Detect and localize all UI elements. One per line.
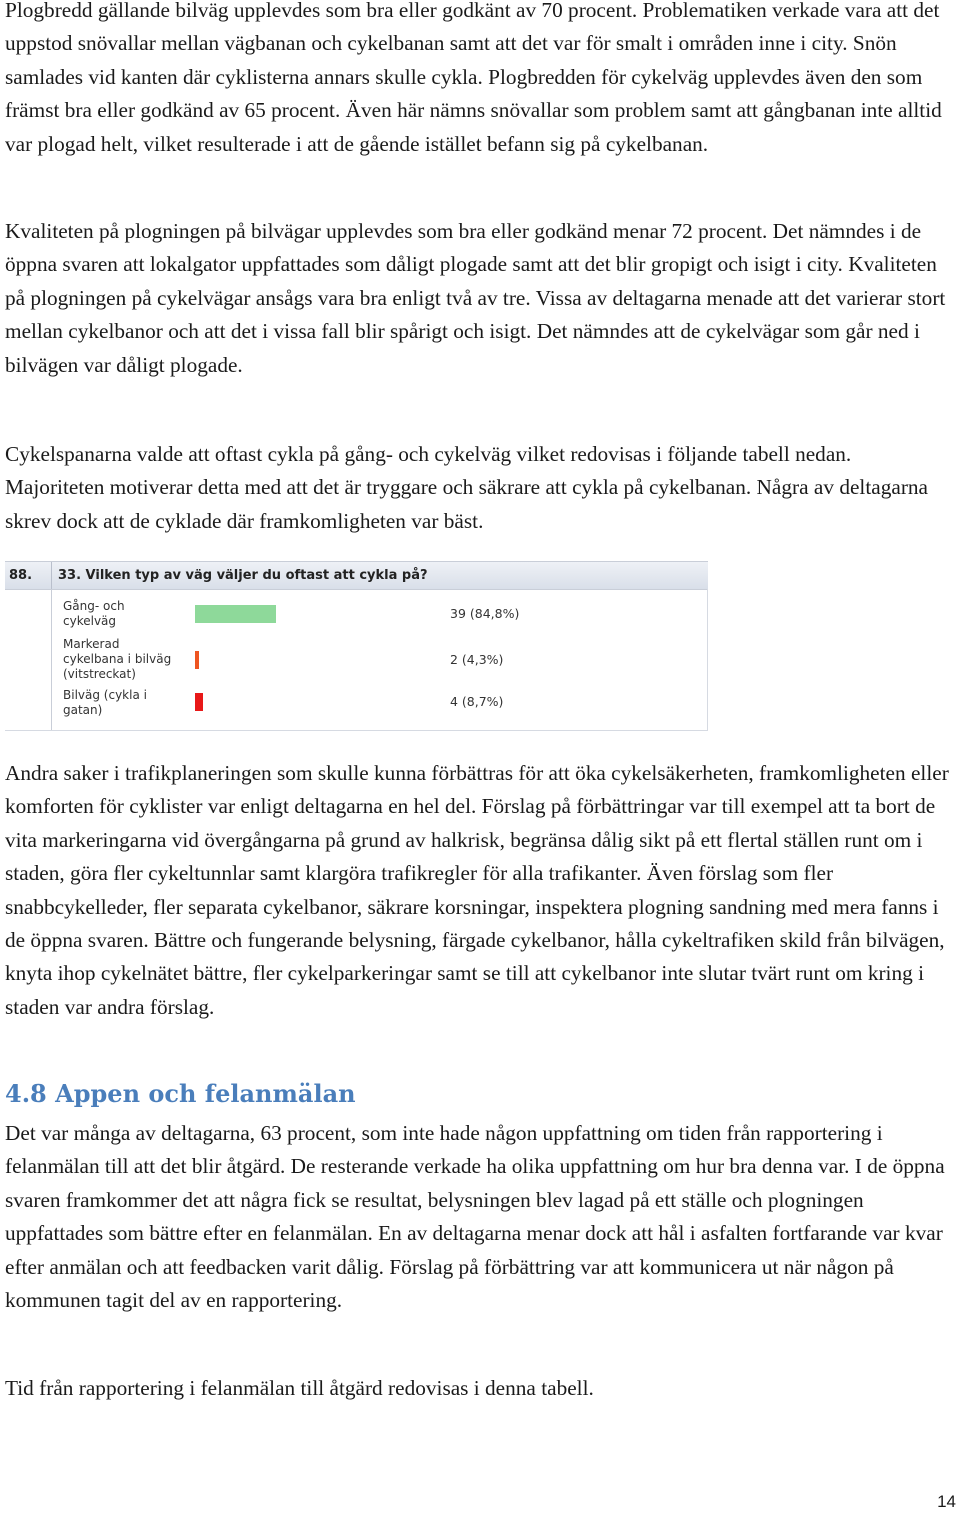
chart-axis-line <box>51 589 52 731</box>
paragraph-app-and-fault-reporting: Det var många av deltagarna, 63 procent, som inte hade någon uppfattning om tiden från rapportering i felanmälan till att det blir åtgärd. De resterande verkade ha olika uppfattning om hur bra denna var. I de öppna svaren framkommer det att några fick se resultat, belysningen blev lagad på ett ställe och plogningen uppfattades som bättre efter en felanmälan. En av deltagarna menar dock att hål i asfalten fortfarande var kvar efter anmälan och att feedbacken varit dålig. Förslag på förbättring var att kommunicera ut när någon på kommunen tagit del av en rapportering. <box>5 1121 945 1313</box>
chart-bar <box>195 693 203 711</box>
chart-category-label: Gång- och cykelväg <box>63 599 125 628</box>
chart-value-label: 39 (84,8%) <box>450 606 520 621</box>
paragraph-table-intro: Tid från rapportering i felanmälan till åtgärd redovisas i denna tabell. <box>5 1376 594 1400</box>
chart-question-number: 88. <box>9 568 33 583</box>
chart-header-divider <box>51 562 52 589</box>
chart-value-label: 2 (4,3%) <box>450 652 504 667</box>
section-heading: 4.8 Appen och felanmälan <box>5 1079 356 1108</box>
paragraph-plowing-quality: Kvaliteten på plogningen på bilvägar upplevdes som bra eller godkänd menar 72 procent. Det nämndes i de öppna svaren att lokalgator uppfattades som dåligt plogade samt att det blir gropigt och isigt i city. Kvaliteten på plogningen på cykelvägar ansågs vara bra enligt två av tre. Vissa av deltagarna menade att det varierar stort mellan cykelbanor och att det i vissa fall blir spårigt och isigt. Det nämndes att de cykelvägar som går ned i bilvägen var dåligt plogade. <box>5 219 946 377</box>
chart-bar <box>195 651 199 669</box>
chart-border-bottom <box>5 730 708 731</box>
paragraph-traffic-planning-suggestions: Andra saker i trafikplaneringen som skulle kunna förbättras för att öka cykelsäkerheten, framkomligheten eller komforten för cyklister var enligt deltagarna en hel del. Förslag på förbättringar var till exempel att ta bort de vita markeringarna vid övergångarna på grund av halkrisk, begränsa dålig sikt på ett flertal ställen runt om i staden, göra fler cykeltunnlar samt klargöra trafikregler för alla trafikanter. Även förslag som fler snabbcykelleder, fler separata cykelbanor, säkrare korsningar, inspektera plogning sandning med mera fanns i de öppna svaren. Bättre och fungerande belysning, färgade cykelbanor, hålla cykeltrafiken skild från bilvägen, knyta ihop cykelnätet bättre, fler cykelparkeringar samt se till att cykelbanor inte slutar tvärt runt om kring i staden var andra förslag. <box>5 761 949 1019</box>
chart-body <box>5 589 708 731</box>
page-number: 14 <box>937 1492 956 1511</box>
chart-header <box>5 561 708 590</box>
chart-category-label: Markerad cykelbana i bilväg (vitstreckat) <box>63 637 172 681</box>
chart-value-label: 4 (8,7%) <box>450 694 504 709</box>
chart-bar <box>195 605 276 623</box>
survey-bar-chart <box>5 561 708 731</box>
paragraph-cycling-route-choice: Cykelspanarna valde att oftast cykla på gång- och cykelväg vilket redovisas i följande tabell nedan. Majoriteten motiverar detta med att det är tryggare och säkrare att cykla på cykelbanan. Några av deltagarna skrev dock att de cyklade där framkomligheten var bäst. <box>5 442 929 533</box>
chart-category-label: Bilväg (cykla i gatan) <box>63 688 147 717</box>
chart-border-right <box>707 589 708 731</box>
paragraph-plowing-width: Plogbredd gällande bilväg upplevdes som bra eller godkänt av 70 procent. Problematiken verkade vara att det uppstod snövallar mellan vägbanan och cykelbanan samt att det var för smalt i områden inne i city. Snön samlades vid kanten där cyklisterna annars skulle cykla. Plogbredden för cykelväg upplevdes även den som främst bra eller godkänd av 65 procent. Även här nämns snövallar som problem samt att gångbanan inte alltid var plogad helt, vilket resulterade i att de gående istället befann sig på cykelbanan. <box>5 0 942 156</box>
chart-title: 33. Vilken typ av väg väljer du oftast att cykla på? <box>58 568 428 583</box>
